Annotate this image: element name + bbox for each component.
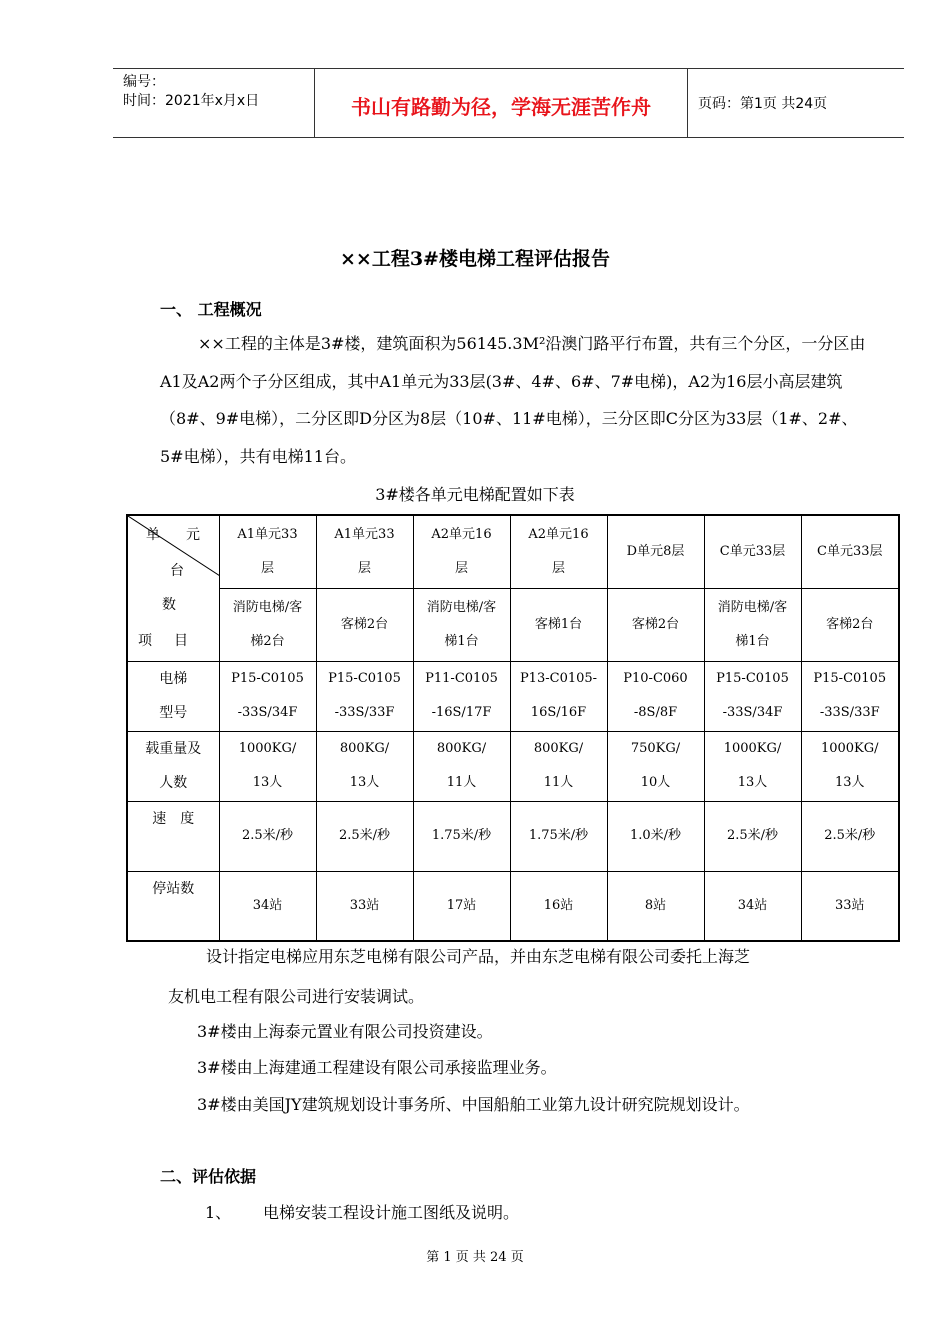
unit-cell: C单元33层 [704, 515, 801, 588]
paragraph-line: 设计指定电梯应用东芝电梯有限公司产品，并由东芝电梯有限公司委托上海芝 [206, 947, 751, 966]
paragraph-line: 友机电工程有限公司进行安装调试。 [168, 987, 425, 1006]
speed-cell: 2.5米/秒 [316, 801, 413, 871]
count-cell: 客梯1台 [510, 588, 607, 661]
load-cell: 1000KG/ 13人 [219, 731, 316, 801]
paragraph-line: 3#楼由美国JY建筑规划设计事务所、中国船舶工业第九设计研究院规划设计。 [197, 1095, 750, 1114]
corner-text: 数 [162, 597, 176, 613]
section-heading-overview: 一、 工程概况 [160, 300, 262, 319]
count-cell: 客梯2台 [316, 588, 413, 661]
overview-paragraph [160, 325, 870, 475]
header-motto: 书山有路勤为径，学海无涯苦作舟 [351, 95, 651, 119]
model-cell: P13-C0105- 16S/16F [510, 661, 607, 731]
model-cell: P15-C0105 -33S/34F [704, 661, 801, 731]
stops-cell: 34站 [219, 871, 316, 941]
load-cell: 800KG/ 13人 [316, 731, 413, 801]
paragraph-line: 3#楼由上海泰元置业有限公司投资建设。 [197, 1022, 493, 1041]
model-cell: P15-C0105 -33S/34F [219, 661, 316, 731]
header-divider [687, 69, 688, 137]
stops-cell: 34站 [704, 871, 801, 941]
number-label: 编号： [123, 74, 165, 90]
model-cell: P10-C060 -8S/8F [607, 661, 704, 731]
model-cell: P11-C0105 -16S/17F [413, 661, 510, 731]
speed-cell: 1.75米/秒 [413, 801, 510, 871]
section-heading-basis: 二、评估依据 [160, 1167, 257, 1186]
load-cell: 750KG/ 10人 [607, 731, 704, 801]
row-label-stops: 停站数 [127, 871, 219, 941]
row-label-load: 载重量及 人数 [127, 731, 219, 801]
list-item-number: 1、 [205, 1203, 232, 1222]
unit-cell: A2单元16 层 [510, 515, 607, 588]
row-label-speed: 速 度 [127, 801, 219, 871]
count-cell: 消防电梯/客 梯1台 [413, 588, 510, 661]
document-title: ××工程3#楼电梯工程评估报告 [340, 248, 610, 270]
speed-cell: 2.5米/秒 [219, 801, 316, 871]
count-cell: 客梯2台 [607, 588, 704, 661]
model-cell: P15-C0105 -33S/33F [801, 661, 899, 731]
paragraph-line: 3#楼由上海建通工程建设有限公司承接监理业务。 [197, 1058, 557, 1077]
load-cell: 800KG/ 11人 [510, 731, 607, 801]
load-cell: 1000KG/ 13人 [704, 731, 801, 801]
speed-cell: 1.75米/秒 [510, 801, 607, 871]
unit-cell: C单元33层 [801, 515, 899, 588]
row-label-model: 电梯 型号 [127, 661, 219, 731]
corner-text: 项 [138, 633, 152, 649]
page-footer: 第 1 页 共 24 页 [426, 1250, 524, 1265]
speed-cell: 2.5米/秒 [704, 801, 801, 871]
time-label: 时间：2021年x月x日 [123, 93, 260, 109]
corner-text: 元 [186, 527, 200, 543]
speed-cell: 2.5米/秒 [801, 801, 899, 871]
corner-text: 单 [146, 527, 160, 543]
unit-cell: A2单元16 层 [413, 515, 510, 588]
header-meta [123, 73, 259, 111]
stops-cell: 16站 [510, 871, 607, 941]
corner-text: 台 [170, 563, 184, 579]
unit-cell: A1单元33 层 [219, 515, 316, 588]
table-corner-cell [127, 515, 219, 661]
count-cell: 消防电梯/客 梯1台 [704, 588, 801, 661]
count-cell: 消防电梯/客 梯2台 [219, 588, 316, 661]
unit-cell: D单元8层 [607, 515, 704, 588]
header-page-info: 页码：第1页 共24页 [698, 96, 828, 112]
corner-text: 目 [174, 633, 188, 649]
load-cell: 1000KG/ 13人 [801, 731, 899, 801]
speed-cell: 1.0米/秒 [607, 801, 704, 871]
model-cell: P15-C0105 -33S/33F [316, 661, 413, 731]
elevator-config-table [126, 514, 900, 942]
stops-cell: 33站 [316, 871, 413, 941]
stops-cell: 33站 [801, 871, 899, 941]
stops-cell: 8站 [607, 871, 704, 941]
overview-text: ××工程的主体是3#楼，建筑面积为56145.3M²沿澳门路平行布置，共有三个分区，一分区由A1及A2两个子分区组成，其中A1单元为33层(3#、4#、6#、7#电梯)，A2为16层小高层建筑（8#、9#电梯），二分区即D分区为8层（10#、11#电梯），三分区即C分区为33层（1#、2#、5#电梯），共有电梯11台。 [160, 334, 866, 466]
stops-cell: 17站 [413, 871, 510, 941]
list-item-text: 电梯安装工程设计施工图纸及说明。 [263, 1203, 520, 1222]
table-caption: 3#楼各单元电梯配置如下表 [375, 485, 575, 504]
page-header [113, 68, 904, 138]
unit-cell: A1单元33 层 [316, 515, 413, 588]
load-cell: 800KG/ 11人 [413, 731, 510, 801]
count-cell: 客梯2台 [801, 588, 899, 661]
